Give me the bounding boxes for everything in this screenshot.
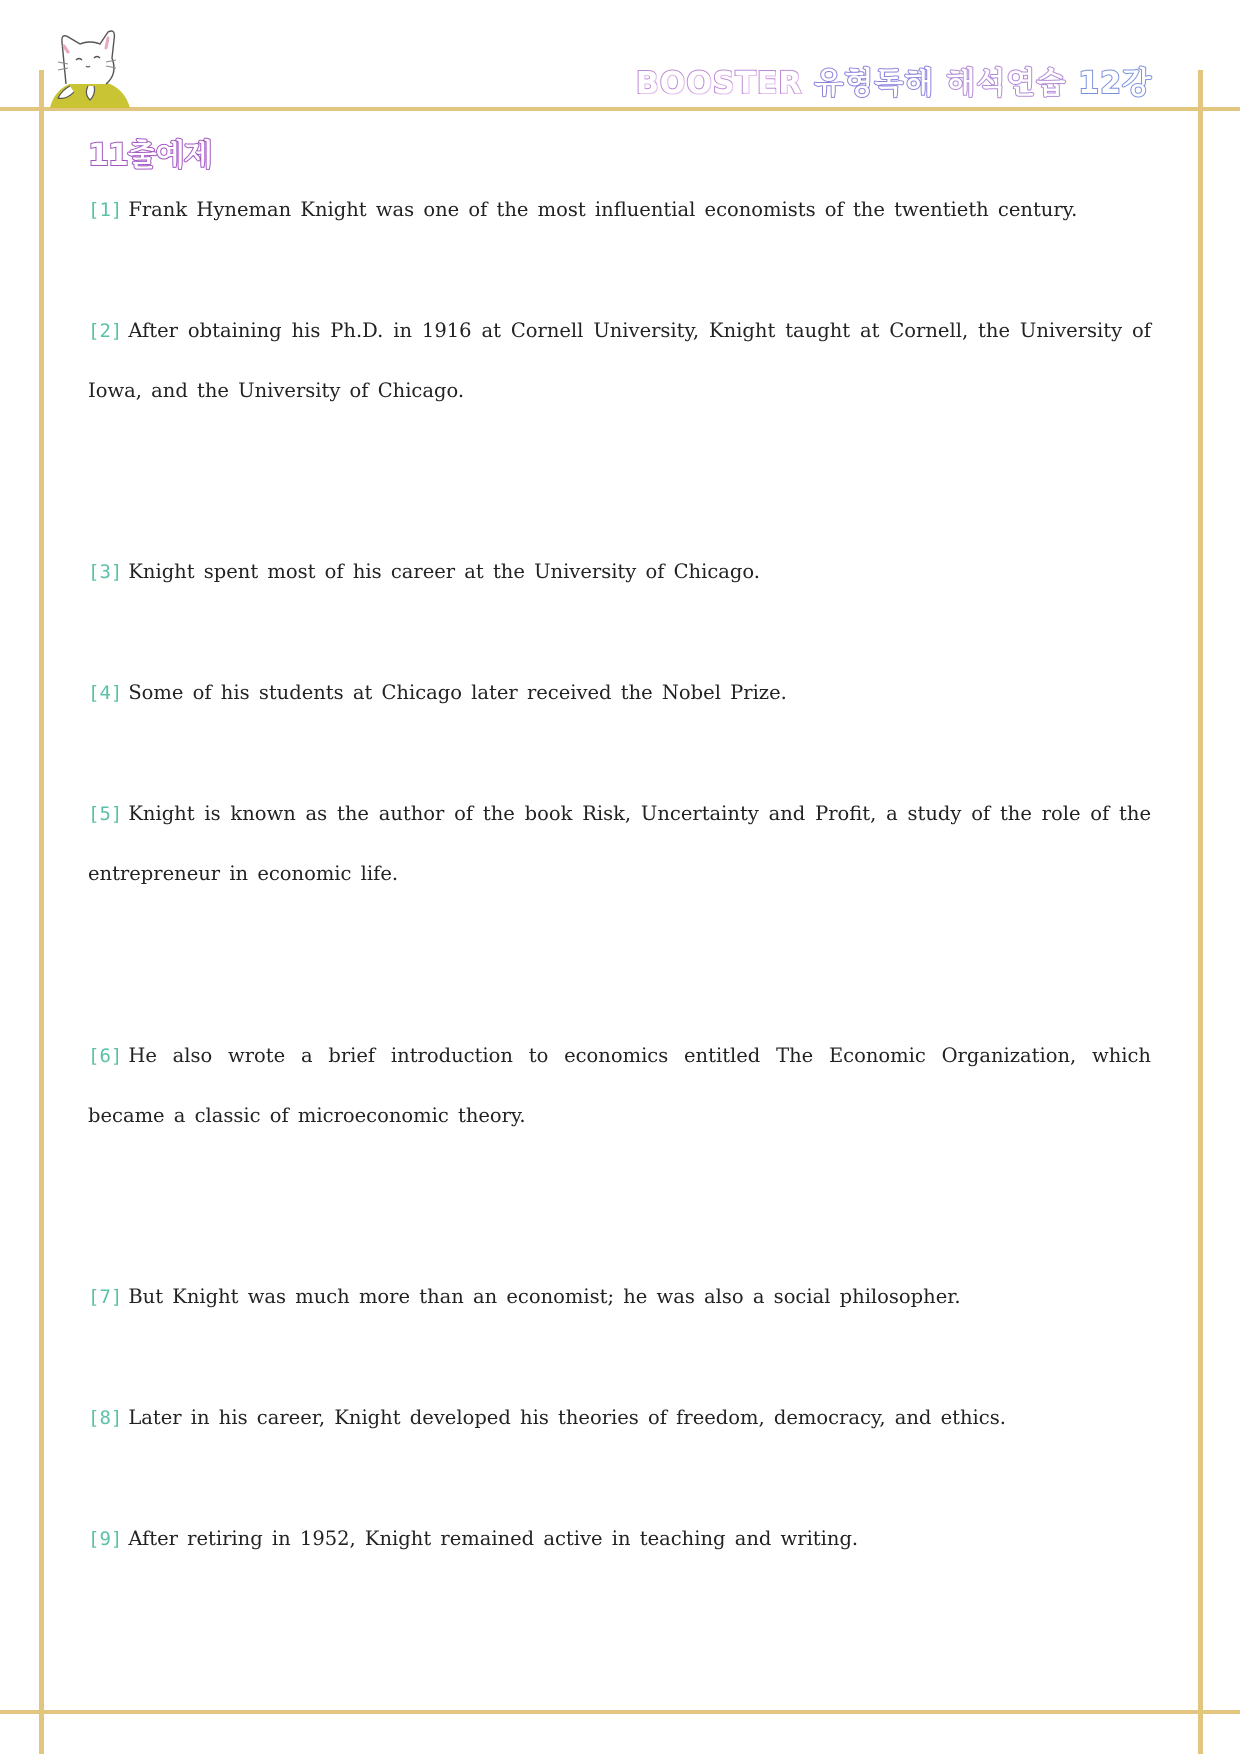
sentence-number: [5] — [88, 803, 123, 825]
cat-mascot-icon — [44, 24, 136, 108]
sentence-3 — [88, 542, 1151, 602]
footer-rule — [0, 1710, 1240, 1714]
sentence-text: But Knight was much more than an economist; he was also a social philosopher. — [128, 1285, 961, 1308]
header-title-part: 유형독해 — [814, 66, 935, 101]
sentence-5 — [88, 784, 1151, 904]
sentence-8 — [88, 1388, 1151, 1448]
page-header-title — [636, 58, 1152, 102]
sentence-6 — [88, 1026, 1151, 1146]
sentence-number: [9] — [88, 1528, 123, 1550]
sentence-number: [1] — [88, 199, 123, 221]
left-border — [39, 70, 44, 1754]
sentence-text: Frank Hyneman Knight was one of the most influential economists of the twentieth century. — [128, 198, 1078, 221]
sentence-text: Some of his students at Chicago later received the Nobel Prize. — [128, 681, 787, 704]
sentence-number: [3] — [88, 561, 123, 583]
sentence-number: [2] — [88, 320, 123, 342]
header-title-part: 해석연습 — [946, 66, 1067, 101]
sentence-text: He also wrote a brief introduction to economics entitled The Economic Organization, which became a classic of microeconomic theory. — [88, 1044, 1151, 1127]
sentence-4 — [88, 663, 1151, 723]
sentence-number: [4] — [88, 682, 123, 704]
right-border — [1198, 70, 1203, 1754]
sentence-text: Knight spent most of his career at the University of Chicago. — [128, 560, 760, 583]
sentence-7 — [88, 1267, 1151, 1327]
sentence-text: Later in his career, Knight developed his theories of freedom, democracy, and ethics. — [128, 1406, 1006, 1429]
sentence-text: Knight is known as the author of the book Risk, Uncertainty and Profit, a study of the role of the entrepreneur in economic life. — [88, 802, 1151, 885]
sentence-number: [7] — [88, 1286, 123, 1308]
sentence-text: After retiring in 1952, Knight remained active in teaching and writing. — [128, 1527, 859, 1550]
sentence-number: [8] — [88, 1407, 123, 1429]
sentence-2 — [88, 301, 1151, 421]
sentence-number: [6] — [88, 1045, 123, 1067]
header-title-part: 12강 — [1078, 66, 1152, 101]
header-title-part: BOOSTER — [635, 66, 803, 101]
sentence-9 — [88, 1509, 1151, 1569]
section-title: 11출예제 — [88, 138, 212, 173]
header-rule — [0, 107, 1240, 111]
sentence-text: After obtaining his Ph.D. in 1916 at Cornell University, Knight taught at Cornell, the University of Iowa, and the University of Chicago. — [88, 319, 1151, 402]
sentence-1 — [88, 180, 1151, 240]
